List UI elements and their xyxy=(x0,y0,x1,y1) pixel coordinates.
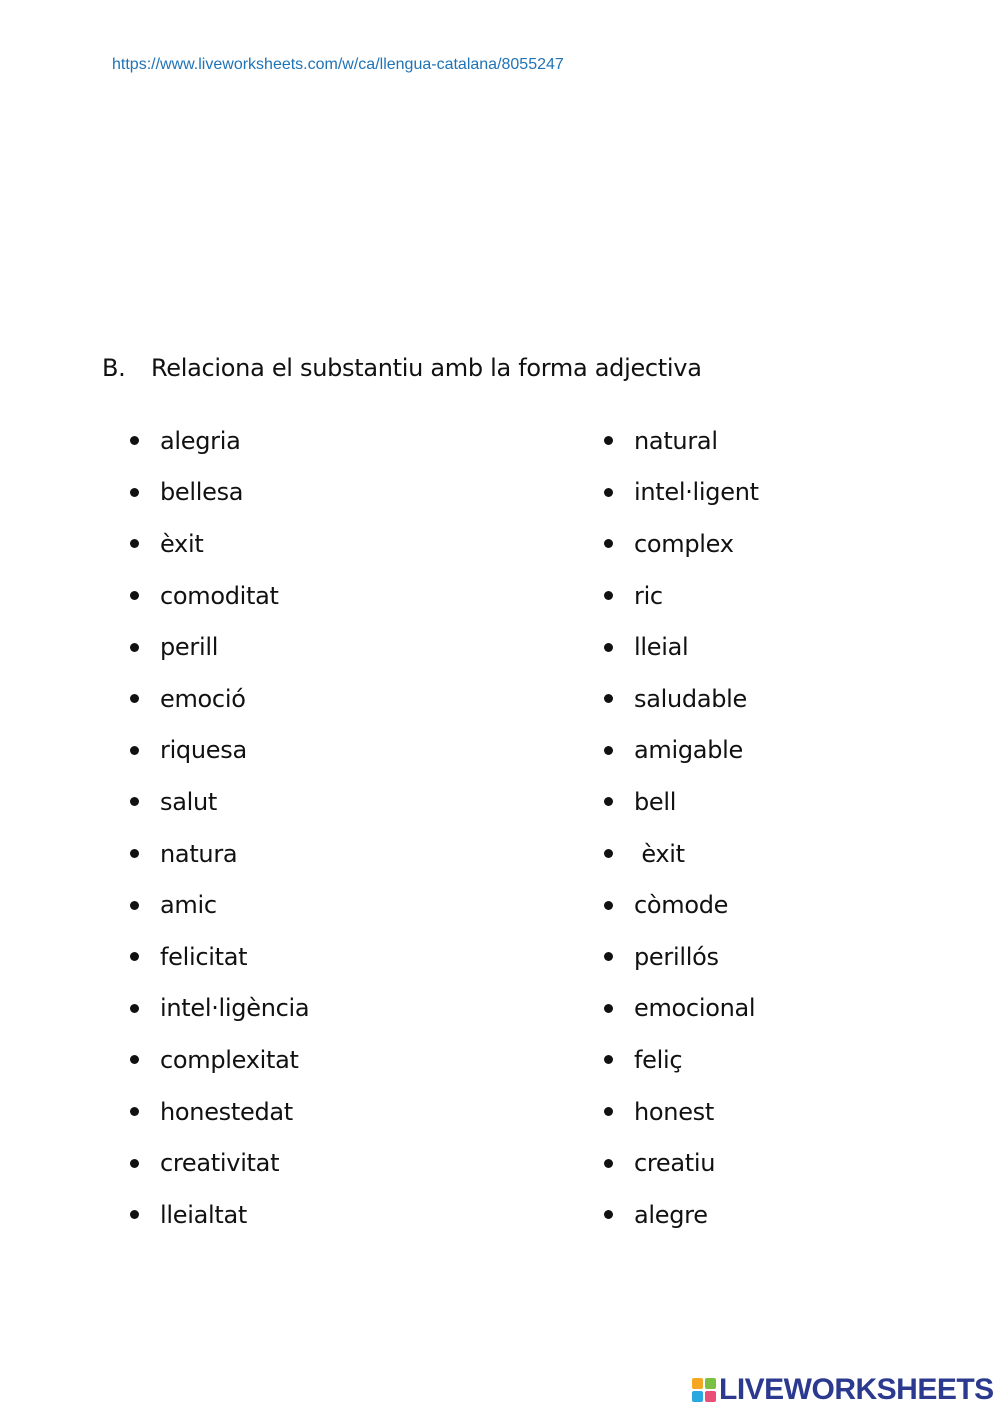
bullet-icon xyxy=(604,1004,613,1013)
adjective-label: alegre xyxy=(634,1200,708,1229)
noun-item xyxy=(130,931,309,983)
bullet-icon xyxy=(604,797,613,806)
adjective-item xyxy=(604,1034,759,1086)
bullet-icon xyxy=(130,1107,139,1116)
adjective-item xyxy=(604,673,759,725)
liveworksheets-logo xyxy=(692,1374,994,1406)
bullet-icon xyxy=(130,1055,139,1064)
adjective-item xyxy=(604,776,759,828)
adjective-item xyxy=(604,415,759,467)
adjective-label: perillós xyxy=(634,942,719,971)
bullet-icon xyxy=(130,1004,139,1013)
logo-square-2 xyxy=(705,1378,716,1389)
noun-label: felicitat xyxy=(160,942,248,971)
bullet-icon xyxy=(604,952,613,961)
bullet-icon xyxy=(604,539,613,548)
adjective-item xyxy=(604,828,759,880)
bullet-icon xyxy=(130,849,139,858)
adjective-item xyxy=(604,725,759,777)
bullet-icon xyxy=(130,643,139,652)
noun-item xyxy=(130,570,309,622)
bullet-icon xyxy=(130,488,139,497)
noun-label: bellesa xyxy=(160,478,244,507)
noun-item xyxy=(130,776,309,828)
noun-label: alegria xyxy=(160,426,241,455)
noun-item xyxy=(130,1034,309,1086)
adjective-item xyxy=(604,983,759,1035)
noun-label: amic xyxy=(160,891,217,920)
noun-label: riquesa xyxy=(160,736,247,765)
bullet-icon xyxy=(130,1159,139,1168)
bullet-icon xyxy=(130,1210,139,1219)
adjective-item xyxy=(604,879,759,931)
bullet-icon xyxy=(130,591,139,600)
source-url-link[interactable]: https://www.liveworksheets.com/w/ca/llengua-catalana/8055247 xyxy=(112,56,564,73)
adjective-item xyxy=(604,570,759,622)
liveworksheets-logo-icon xyxy=(692,1378,716,1402)
adjective-label: feliç xyxy=(634,1045,683,1074)
noun-item xyxy=(130,879,309,931)
noun-label: natura xyxy=(160,839,238,868)
noun-item xyxy=(130,983,309,1035)
exercise-instruction: Relaciona el substantiu amb la forma adjectiva xyxy=(151,354,702,382)
bullet-icon xyxy=(604,746,613,755)
bullet-icon xyxy=(130,797,139,806)
noun-item xyxy=(130,1137,309,1189)
noun-label: perill xyxy=(160,633,219,662)
noun-item xyxy=(130,725,309,777)
bullet-icon xyxy=(130,436,139,445)
adjective-list xyxy=(604,415,759,1241)
noun-label: intel·ligència xyxy=(160,994,310,1023)
bullet-icon xyxy=(604,1055,613,1064)
adjective-label: natural xyxy=(634,426,718,455)
noun-label: emoció xyxy=(160,684,246,713)
noun-item xyxy=(130,467,309,519)
noun-item xyxy=(130,621,309,673)
adjective-label: intel·ligent xyxy=(634,478,759,507)
bullet-icon xyxy=(604,901,613,910)
logo-square-4 xyxy=(705,1391,716,1402)
adjective-item xyxy=(604,518,759,570)
adjective-item xyxy=(604,621,759,673)
adjective-label: creatiu xyxy=(634,1149,716,1178)
adjective-label: complex xyxy=(634,529,734,558)
bullet-icon xyxy=(130,694,139,703)
adjective-item xyxy=(604,467,759,519)
bullet-icon xyxy=(604,643,613,652)
noun-item xyxy=(130,1086,309,1138)
adjective-label: saludable xyxy=(634,684,747,713)
adjective-label: èxit xyxy=(634,839,685,868)
bullet-icon xyxy=(604,1210,613,1219)
noun-label: comoditat xyxy=(160,581,279,610)
exercise-letter: B. xyxy=(102,354,126,382)
adjective-item xyxy=(604,1086,759,1138)
bullet-icon xyxy=(604,694,613,703)
noun-label: creativitat xyxy=(160,1149,280,1178)
noun-item xyxy=(130,673,309,725)
noun-label: complexitat xyxy=(160,1045,299,1074)
noun-item xyxy=(130,518,309,570)
bullet-icon xyxy=(130,746,139,755)
logo-square-1 xyxy=(692,1378,703,1389)
adjective-label: emocional xyxy=(634,994,756,1023)
bullet-icon xyxy=(604,591,613,600)
bullet-icon xyxy=(604,1107,613,1116)
bullet-icon xyxy=(130,539,139,548)
noun-label: èxit xyxy=(160,529,204,558)
bullet-icon xyxy=(130,952,139,961)
noun-item xyxy=(130,415,309,467)
exercise-heading xyxy=(102,354,702,382)
bullet-icon xyxy=(130,901,139,910)
adjective-item xyxy=(604,931,759,983)
adjective-item xyxy=(604,1137,759,1189)
adjective-label: amigable xyxy=(634,736,743,765)
adjective-item xyxy=(604,1189,759,1241)
bullet-icon xyxy=(604,1159,613,1168)
noun-label: salut xyxy=(160,787,218,816)
noun-item xyxy=(130,828,309,880)
bullet-icon xyxy=(604,849,613,858)
noun-item xyxy=(130,1189,309,1241)
adjective-label: lleial xyxy=(634,633,689,662)
logo-square-3 xyxy=(692,1391,703,1402)
adjective-label: ric xyxy=(634,581,663,610)
adjective-label: honest xyxy=(634,1097,714,1126)
noun-list xyxy=(130,415,309,1241)
logo-text: LIVEWORKSHEETS xyxy=(719,1373,994,1406)
noun-label: honestedat xyxy=(160,1097,293,1126)
adjective-label: bell xyxy=(634,787,677,816)
bullet-icon xyxy=(604,436,613,445)
adjective-label: còmode xyxy=(634,891,729,920)
bullet-icon xyxy=(604,488,613,497)
noun-label: lleialtat xyxy=(160,1200,247,1229)
